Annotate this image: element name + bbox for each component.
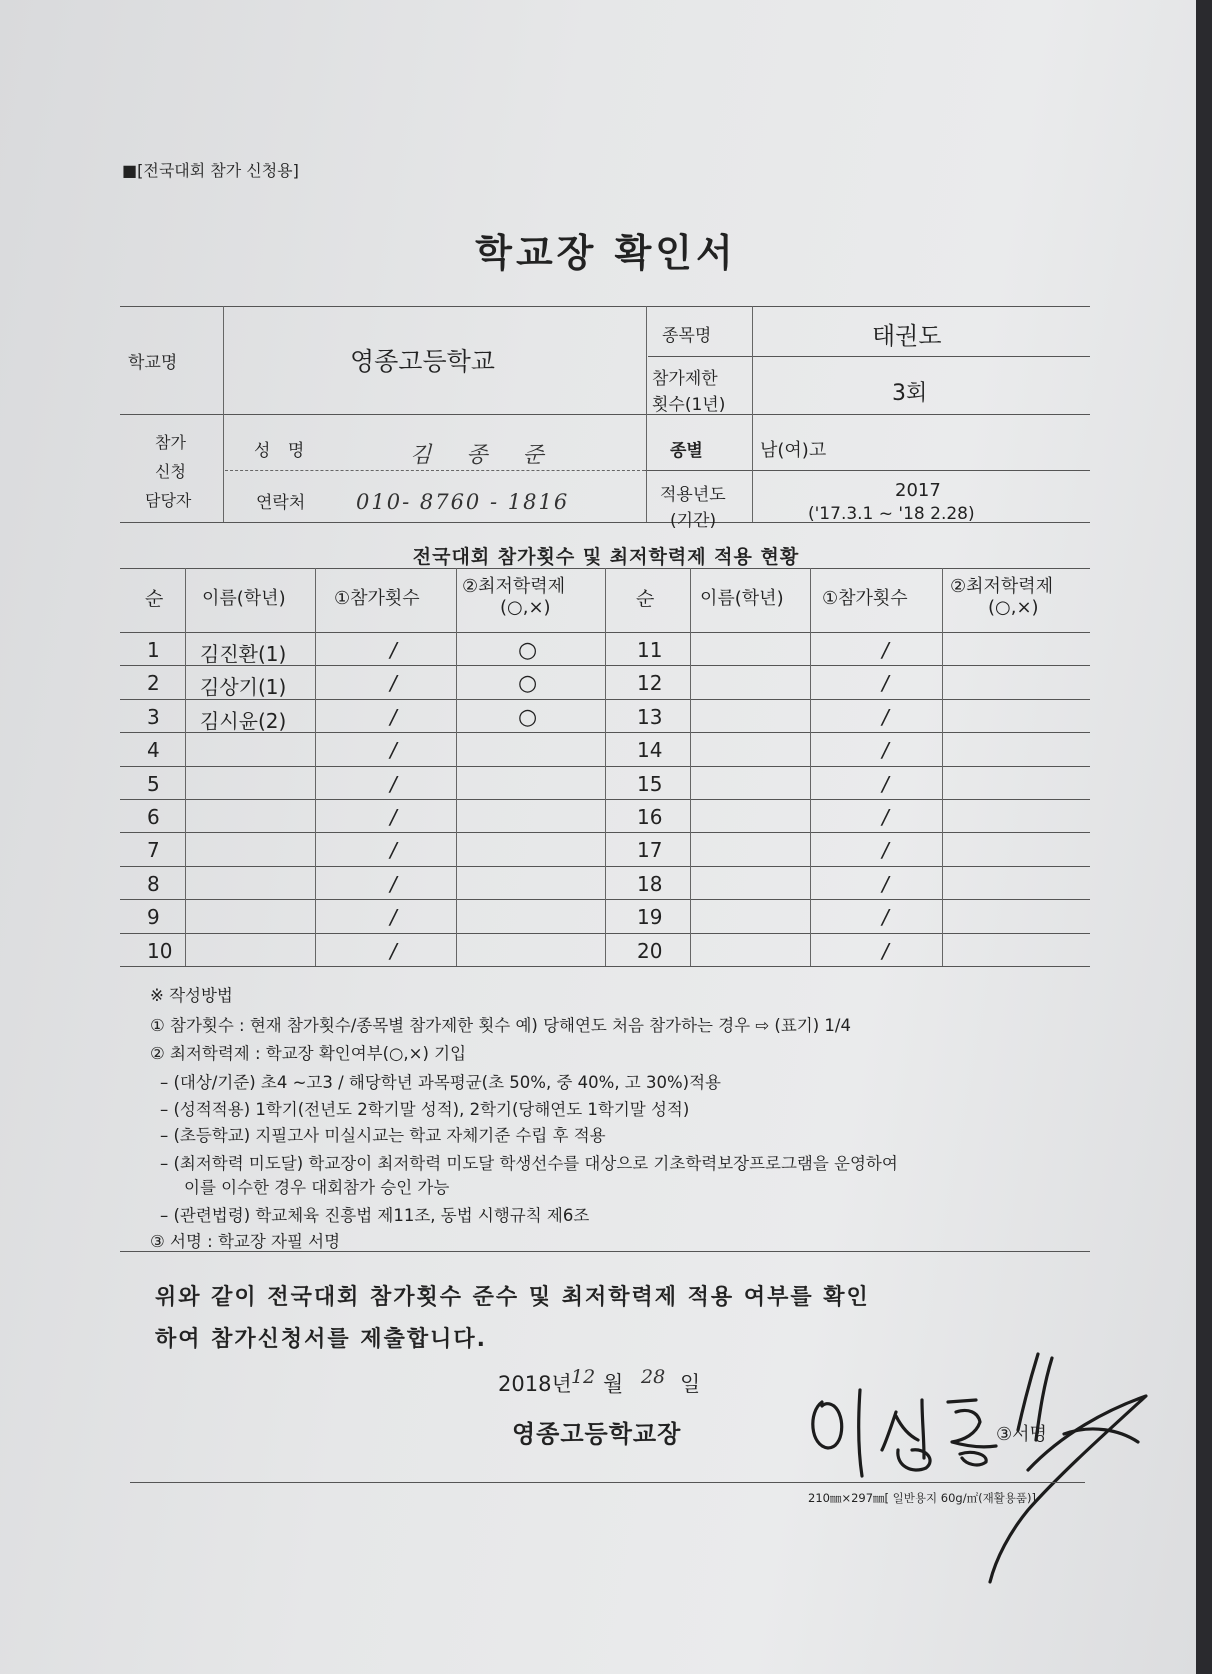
contact-label: 연락처 bbox=[256, 493, 306, 513]
table-row-min: ○ bbox=[518, 704, 538, 730]
limit-label-1: 참가제한 bbox=[652, 369, 718, 389]
table-row-no: 6 bbox=[147, 805, 160, 829]
date-day: 28 bbox=[641, 1366, 666, 1388]
table-row-no: 3 bbox=[147, 704, 160, 729]
table-row-count: / bbox=[882, 905, 889, 930]
table-row-min: ○ bbox=[518, 671, 538, 697]
contact-value: 010- 8760 - 1816 bbox=[356, 490, 570, 514]
table-row-count: / bbox=[882, 738, 889, 763]
table-row-count: / bbox=[390, 771, 397, 796]
table-row-count: / bbox=[390, 838, 397, 863]
header-min-mark-left: (○,×) bbox=[500, 597, 551, 618]
table-col-rule bbox=[942, 568, 943, 966]
notes-title: ※ 작성방법 bbox=[150, 986, 233, 1005]
header-count-right: ①참가횟수 bbox=[822, 588, 908, 609]
table-row-no: 18 bbox=[637, 871, 663, 896]
principal-name: 영종고등학교장 bbox=[512, 1420, 682, 1448]
table-row-count: / bbox=[882, 805, 889, 829]
table-row-count: / bbox=[882, 704, 889, 729]
name-value: 김 종 준 bbox=[410, 443, 558, 468]
note-line: 이를 이수한 경우 대회참가 승인 가능 bbox=[184, 1178, 450, 1197]
table-row-no: 9 bbox=[147, 905, 160, 930]
table-bottom-rule bbox=[120, 966, 1090, 967]
table-row-no: 8 bbox=[147, 871, 160, 896]
header-name-right: 이름(학년) bbox=[700, 588, 784, 609]
statement-top-rule bbox=[120, 1251, 1090, 1252]
limit-label-2: 횟수(1년) bbox=[652, 395, 726, 415]
table-row-no: 14 bbox=[637, 738, 663, 763]
footer-rule bbox=[130, 1482, 1085, 1483]
table-col-rule bbox=[605, 568, 606, 966]
table-col-rule bbox=[690, 568, 691, 966]
header-min-right: ②최저학력제 bbox=[950, 576, 1054, 597]
note-line: – (초등학교) 지필고사 미실시교는 학교 자체기준 수립 후 적용 bbox=[160, 1126, 606, 1145]
school-label: 학교명 bbox=[128, 353, 178, 373]
gender-label: 종별 bbox=[670, 441, 703, 461]
statement-line-2: 하여 참가신청서를 제출합니다. bbox=[155, 1327, 487, 1352]
name-label: 성 명 bbox=[254, 441, 311, 461]
limit-value: 3회 bbox=[892, 381, 928, 406]
sign-mark: ③서명 bbox=[996, 1424, 1047, 1445]
table-row-name: 김시윤(2) bbox=[200, 708, 287, 733]
table-row-count: / bbox=[390, 638, 397, 662]
header-count-left: ①참가횟수 bbox=[334, 588, 420, 609]
table-row-count: / bbox=[882, 838, 889, 863]
header-min-left: ②최저학력제 bbox=[462, 576, 566, 597]
sport-label: 종목명 bbox=[662, 326, 712, 346]
table-row-no: 15 bbox=[637, 771, 663, 796]
table-row-no: 17 bbox=[637, 838, 663, 863]
table-row-name: 김진환(1) bbox=[200, 642, 287, 666]
table-row-no: 10 bbox=[147, 938, 173, 963]
table-caption: 전국대회 참가횟수 및 최저학력제 적용 현황 bbox=[412, 546, 800, 568]
table-col-rule bbox=[456, 568, 457, 966]
page-title: 학교장 확인서 bbox=[475, 231, 737, 275]
table-row-no: 4 bbox=[147, 738, 160, 763]
table-row-no: 5 bbox=[147, 771, 160, 796]
signature-icon bbox=[800, 1350, 1180, 1600]
table-row-count: / bbox=[882, 671, 889, 696]
table-row-no: 11 bbox=[637, 638, 663, 662]
header-no-right: 순 bbox=[636, 588, 655, 610]
period-value: ('17.3.1 ~ '18 2.28) bbox=[808, 504, 975, 524]
paper-spec: 210㎜×297㎜[ 일반용지 60g/㎡(재활용품)] bbox=[808, 1491, 1036, 1505]
table-row-name: 김상기(1) bbox=[200, 675, 287, 700]
table-row-no: 2 bbox=[147, 671, 160, 696]
table-row-min: ○ bbox=[518, 638, 538, 663]
table-row-count: / bbox=[390, 871, 397, 896]
form-type-tag: ■[전국대회 참가 신청용] bbox=[122, 161, 299, 180]
school-value: 영종고등학교 bbox=[350, 347, 495, 376]
table-col-rule bbox=[810, 568, 811, 966]
manager-label-1: 참가 bbox=[155, 433, 186, 452]
note-line: ② 최저학력제 : 학교장 확인여부(○,×) 기입 bbox=[150, 1044, 467, 1063]
year-label-1: 적용년도 bbox=[660, 485, 726, 505]
table-row-count: / bbox=[882, 871, 889, 896]
note-line: – (관련법령) 학교체육 진흥법 제11조, 동법 시행규칙 제6조 bbox=[160, 1206, 590, 1225]
date-month: 12 bbox=[571, 1366, 596, 1388]
year-label-2: (기간) bbox=[670, 511, 717, 531]
table-row-count: / bbox=[390, 938, 397, 963]
date-day-label: 일 bbox=[680, 1372, 701, 1396]
header-min-mark-right: (○,×) bbox=[988, 597, 1039, 618]
table-row-count: / bbox=[882, 771, 889, 796]
note-line: – (성적적용) 1학기(전년도 2학기말 성적), 2학기(당해연도 1학기말 성적) bbox=[160, 1100, 690, 1119]
statement-line-1: 위와 같이 전국대회 참가횟수 준수 및 최저학력제 적용 여부를 확인 bbox=[155, 1285, 870, 1310]
table-col-rule bbox=[315, 568, 316, 966]
table-row-no: 1 bbox=[147, 638, 160, 662]
manager-label-3: 담당자 bbox=[145, 491, 192, 510]
table-row-count: / bbox=[390, 671, 397, 696]
table-row-count: / bbox=[882, 938, 889, 963]
header-name-left: 이름(학년) bbox=[202, 588, 286, 609]
table-row-count: / bbox=[390, 738, 397, 763]
note-line: ③ 서명 : 학교장 자필 서명 bbox=[150, 1232, 341, 1251]
sport-value: 태권도 bbox=[872, 322, 942, 350]
table-row-count: / bbox=[390, 805, 397, 829]
date-year: 2018년 bbox=[498, 1372, 572, 1396]
table-row-no: 16 bbox=[637, 805, 663, 829]
gender-value: 남(여)고 bbox=[760, 440, 827, 461]
note-line: ① 참가횟수 : 현재 참가횟수/종목별 참가제한 횟수 예) 당해연도 처음 참가하는 경우 ⇨ (표기) 1/4 bbox=[150, 1016, 851, 1035]
year-value: 2017 bbox=[895, 480, 941, 501]
table-row-no: 12 bbox=[637, 671, 663, 696]
header-no-left: 순 bbox=[145, 588, 164, 610]
manager-label-2: 신청 bbox=[155, 462, 186, 481]
table-row-no: 20 bbox=[637, 938, 663, 963]
date-month-label: 월 bbox=[603, 1372, 624, 1396]
table-row-count: / bbox=[390, 905, 397, 930]
table-row-no: 7 bbox=[147, 838, 160, 863]
note-line: – (대상/기준) 초4 ~고3 / 해당학년 과목평균(초 50%, 중 40%, 고 30%)적용 bbox=[160, 1073, 721, 1092]
table-row-no: 13 bbox=[637, 704, 663, 729]
note-line: – (최저학력 미도달) 학교장이 최저학력 미도달 학생선수를 대상으로 기초학력보장프로그램을 운영하여 bbox=[160, 1154, 898, 1173]
table-row-no: 19 bbox=[637, 905, 663, 930]
table-col-rule bbox=[185, 568, 186, 966]
table-row-count: / bbox=[390, 704, 397, 729]
table-row-count: / bbox=[882, 638, 889, 662]
